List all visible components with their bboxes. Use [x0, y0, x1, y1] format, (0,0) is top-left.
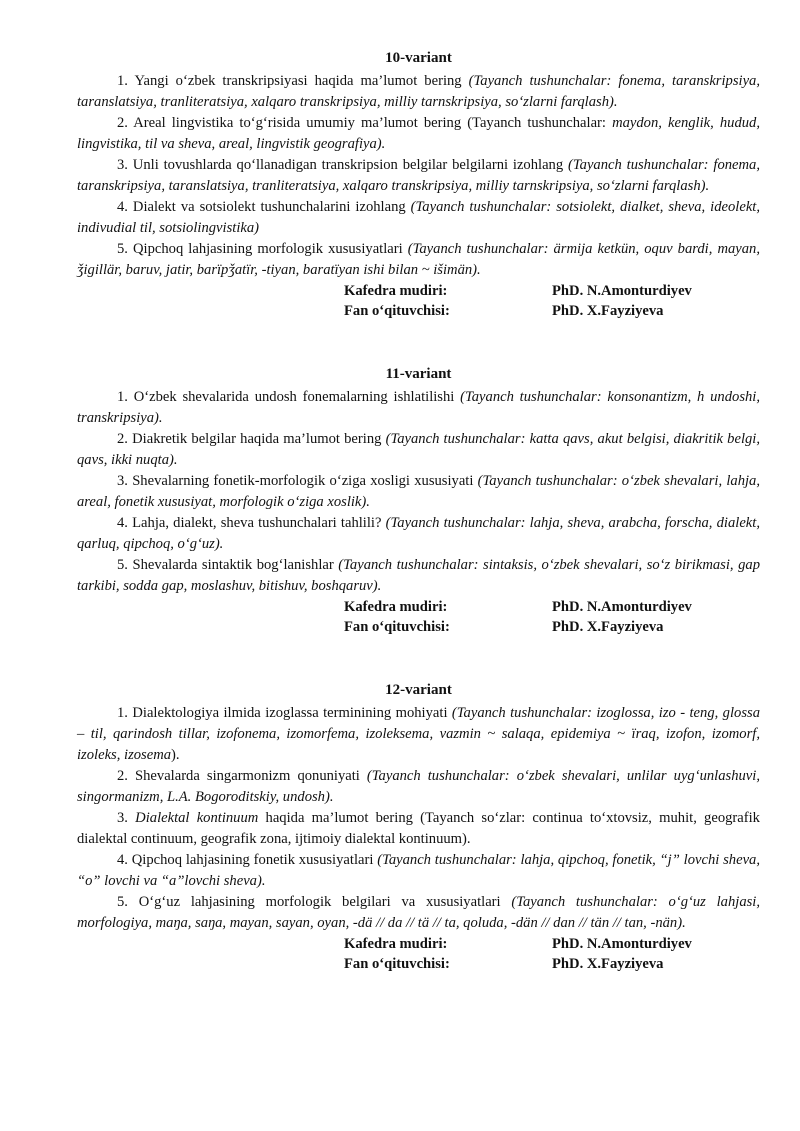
signature-name: PhD. N.Amonturdiyev	[552, 283, 692, 299]
question-item: 2. Diakretik belgilar haqida ma’lumot bering (Tayanch tushunchalar: katta qavs, akut belgisi, diakritik belgi, qavs, ikki nuqta).	[77, 431, 760, 468]
signature-role: Fan o‘qituvchisi:	[344, 303, 450, 319]
question-item: 1. O‘zbek shevalarida undosh fonemalarning ishlatilishi (Tayanch tushunchalar: konsonantizm, h undoshi, transkripsiya).	[77, 389, 760, 426]
question-item: 4. Lahja, dialekt, sheva tushunchalari tahlili? (Tayanch tushunchalar: lahja, sheva, arabcha, forscha, dialekt, qarluq, qipchoq, o‘g‘uz).	[77, 515, 760, 552]
question-item: 4. Qipchoq lahjasining fonetik xususiyatlari (Tayanch tushunchalar: lahja, qipchoq, fonetik, “j” lovchi sheva, “o” lovchi va “a”lovchi sheva).	[77, 852, 761, 889]
question-item: 5. Qipchoq lahjasining morfologik xususiyatlari (Tayanch tushunchalar: ärmija ketkün, oquv bardi, mayan, ǯigillär, baruv, jatir, barïpǯatïr, -tiyan, baratïyan ishi bilan ~ išimän).	[77, 241, 760, 278]
document-page	[77, 48, 760, 1017]
signature-name: PhD. N.Amonturdiyev	[552, 936, 692, 952]
variant-section	[77, 680, 760, 974]
signature-line-head	[77, 597, 760, 617]
variant-section	[77, 48, 760, 321]
variant-section	[77, 364, 760, 637]
signature-name: PhD. N.Amonturdiyev	[552, 599, 692, 615]
signature-role: Kafedra mudiri:	[344, 283, 448, 299]
signature-role: Kafedra mudiri:	[344, 936, 448, 952]
question-item: 1. Dialektologiya ilmida izoglassa terminining mohiyati (Tayanch tushunchalar: izoglossa, izo - teng, glossa – til, qarindosh tillar, izofonema, izomorfema, izoleksema, vazmin ~ salaqa, epidemiya ~ ïraq, izofon, izomorf, izoleks, izosema).	[77, 705, 760, 763]
signature-line-teacher	[77, 301, 760, 321]
signature-name: PhD. X.Fayziyeva	[552, 956, 664, 972]
signature-line-teacher	[77, 954, 760, 974]
signature-name: PhD. X.Fayziyeva	[552, 619, 664, 635]
question-item: 5. Shevalarda sintaktik bog‘lanishlar (Tayanch tushunchalar: sintaksis, o‘zbek shevalari, so‘z birikmasi, gap tarkibi, sodda gap, moslashuv, bitishuv, boshqaruv).	[77, 557, 761, 594]
signature-line-head	[77, 934, 760, 954]
signature-name: PhD. X.Fayziyeva	[552, 303, 664, 319]
question-item: 3. Shevalarning fonetik-morfologik o‘ziga xosligi xususiyati (Tayanch tushunchalar: o‘zbek shevalari, lahja, areal, fonetik xususiyat, morfologik o‘ziga xoslik).	[77, 473, 760, 510]
question-item: 1. Yangi o‘zbek transkripsiyasi haqida ma’lumot bering (Tayanch tushunchalar: fonema, taranskripsiya, taranslatsiya, tranliteratsiya, xalqaro transkripsiya, milliy tarnskripsiya, so‘zlarni farqlash).	[77, 73, 760, 110]
signature-role: Fan o‘qituvchisi:	[344, 956, 450, 972]
signature-line-head	[77, 281, 760, 301]
question-item: 4. Dialekt va sotsiolekt tushunchalarini izohlang (Tayanch tushunchalar: sotsiolekt, dialket, sheva, ideolekt, indivudial til, sotsiolingvistika)	[77, 199, 761, 236]
question-item: 5. O‘g‘uz lahjasining morfologik belgilari va xususiyatlari (Tayanch tushunchalar: o‘g‘uz lahjasi, morfologiya, maŋa, saŋa, mayan, sayan, oyan, -dä // da // tä // ta, qoluda, -dän // dan // tän // tan, -nän).	[77, 894, 761, 931]
variant-title: 12-variant	[385, 682, 452, 698]
signature-line-teacher	[77, 617, 760, 637]
variant-title: 11-variant	[385, 366, 452, 382]
signature-role: Kafedra mudiri:	[344, 599, 448, 615]
variant-title: 10-variant	[385, 50, 452, 66]
question-item: 2. Shevalarda singarmonizm qonuniyati (Tayanch tushunchalar: o‘zbek shevalari, unlilar uyg‘unlashuvi, singormanizm, L.A. Bogoroditskiy, undosh).	[77, 768, 760, 805]
question-item: 3. Dialektal kontinuum haqida ma’lumot bering (Tayanch so‘zlar: continua to‘xtovsiz, muhit, geografik dialektal continuum, geografik zona, ijtimoiy dialektal kontinuum).	[77, 810, 760, 847]
question-item: 2. Areal lingvistika to‘g‘risida umumiy ma’lumot bering (Tayanch tushunchalar: maydon, kenglik, hudud, lingvistika, til va sheva, areal, lingvistik geografiya).	[77, 115, 760, 152]
signature-role: Fan o‘qituvchisi:	[344, 619, 450, 635]
question-item: 3. Unli tovushlarda qo‘llanadigan transkripsion belgilar belgilarni izohlang (Tayanch tushunchalar: fonema, taranskripsiya, taranslatsiya, tranliteratsiya, xalqaro transkripsiya, milliy tarnskripsiya, so‘zlarni farqlash).	[77, 157, 760, 194]
